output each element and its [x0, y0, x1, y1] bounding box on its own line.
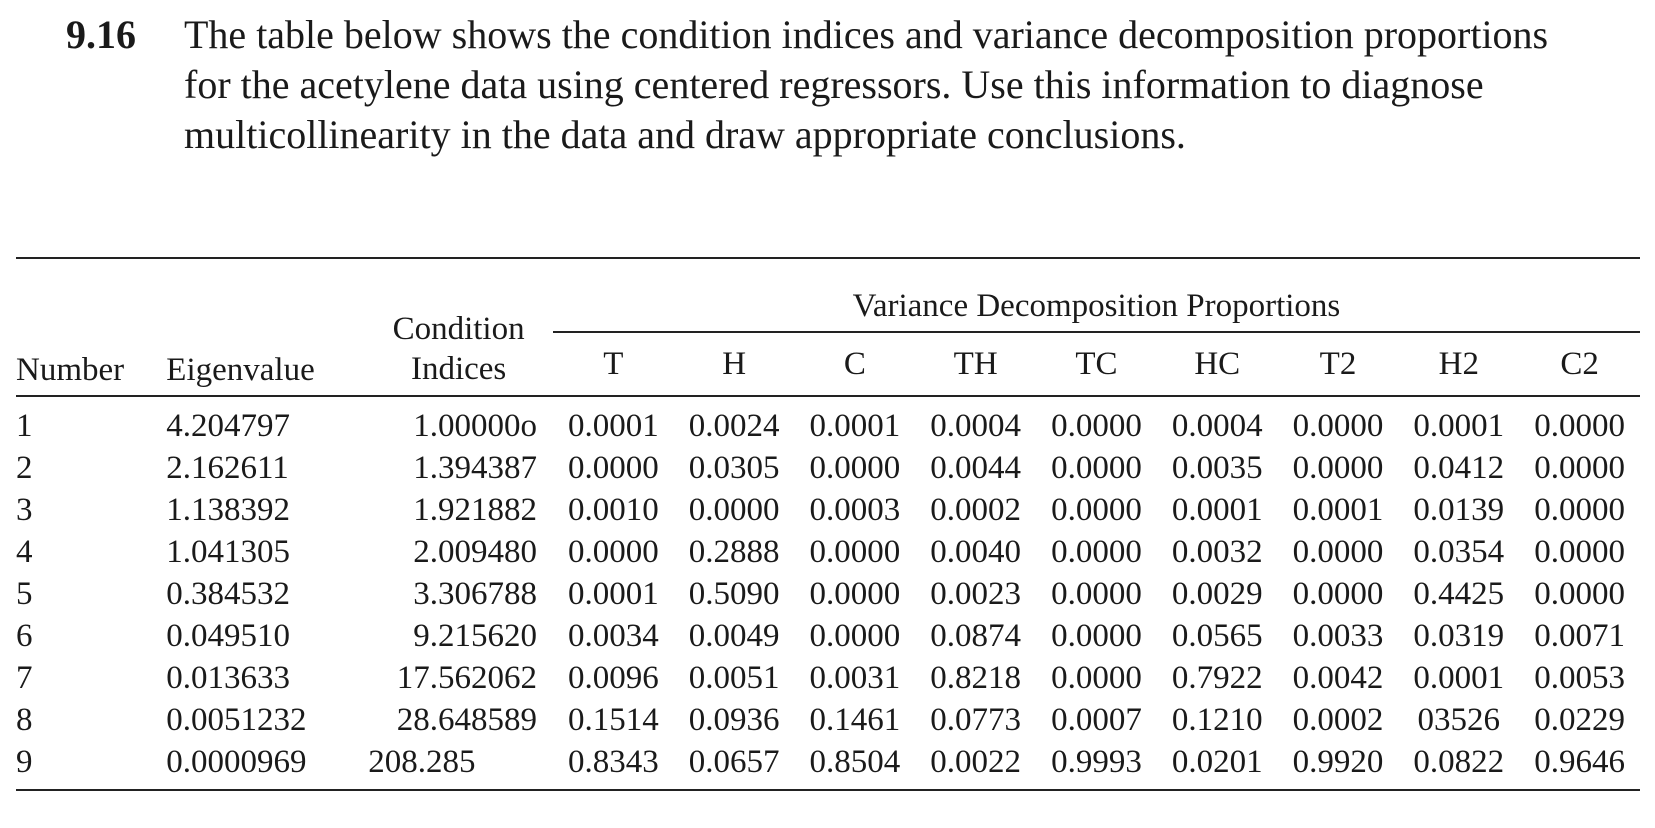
cell-vdp-tc: 0.0000: [1051, 618, 1142, 654]
header-vdp-tc: TC: [1036, 332, 1157, 396]
cell-vdp-hc: 0.0201: [1157, 741, 1278, 790]
cell-number: 6: [16, 618, 33, 654]
table-row: [16, 489, 1640, 531]
cell-vdp-c: 0.0000: [809, 618, 901, 654]
variance-decomposition-table: [16, 257, 1640, 791]
cell-vdp-c: 0.0000: [809, 450, 901, 486]
cell-vdp-tc: 0.0000: [1051, 450, 1142, 486]
header-vdp-h2: H2: [1398, 332, 1519, 396]
cell-condition-index: 3.306788: [413, 576, 537, 612]
cell-vdp-h: 0.0936: [688, 702, 780, 738]
cell-vdp-t2: 0.0000: [1292, 450, 1384, 486]
cell-vdp-t2: 0.0000: [1292, 408, 1384, 444]
cell-number: 4: [16, 534, 33, 570]
cell-vdp-c: 0.0000: [809, 534, 901, 570]
table-row: [16, 447, 1640, 489]
cell-vdp-t2: 0.0001: [1292, 492, 1384, 528]
cell-vdp-h: 0.0000: [688, 492, 780, 528]
cell-vdp-c2: 0.0000: [1534, 492, 1625, 528]
cell-vdp-h2: 0.0001: [1413, 408, 1505, 444]
cell-vdp-h2: 03526: [1417, 702, 1501, 738]
cell-eigenvalue: 0.013633: [166, 660, 291, 696]
cell-condition-index: 1.921882: [413, 492, 537, 528]
header-number: Number: [16, 258, 166, 396]
cell-vdp-t: 0.0034: [567, 618, 659, 654]
cell-condition-index: 1.00000o: [413, 408, 537, 444]
cell-vdp-tc: 0.0000: [1051, 492, 1142, 528]
cell-condition-index: 208.285: [364, 741, 553, 790]
table-row: [16, 573, 1640, 615]
cell-vdp-hc: 0.1210: [1171, 702, 1263, 738]
cell-vdp-c: 0.8504: [795, 741, 916, 790]
cell-vdp-h: 0.0049: [688, 618, 780, 654]
cell-vdp-tc: 0.0000: [1051, 408, 1142, 444]
header-vdp-hc: HC: [1157, 332, 1278, 396]
cell-vdp-h2: 0.0822: [1398, 741, 1519, 790]
cell-condition-index: 17.562062: [396, 660, 537, 696]
cell-vdp-hc: 0.0004: [1171, 408, 1263, 444]
cell-vdp-t: 0.0096: [567, 660, 659, 696]
table-row: [16, 531, 1640, 573]
cell-number: 2: [16, 450, 33, 486]
cell-vdp-h: 0.2888: [688, 534, 780, 570]
cell-vdp-th: 0.0044: [930, 450, 1022, 486]
cell-eigenvalue: 0.384532: [166, 576, 291, 612]
cell-vdp-h: 0.0305: [688, 450, 780, 486]
cell-vdp-th: 0.0874: [930, 618, 1022, 654]
cell-vdp-tc: 0.0000: [1051, 576, 1142, 612]
cell-vdp-c: 0.1461: [809, 702, 901, 738]
cell-vdp-c2: 0.0000: [1534, 534, 1625, 570]
problem-text: The table below shows the condition indices and variance decomposition proportions for the acetylene data using centered regressors. Use this information to diagnose multicollinearity in the data and draw appropriate conclusions.: [184, 12, 1549, 157]
cell-number: 9: [16, 741, 166, 790]
problem-number: 9.16: [66, 12, 136, 57]
cell-eigenvalue: 2.162611: [166, 450, 289, 486]
cell-vdp-th: 0.0004: [930, 408, 1022, 444]
cell-vdp-t2: 0.9920: [1278, 741, 1399, 790]
cell-eigenvalue: 1.041305: [166, 534, 291, 570]
header-eigenvalue: Eigenvalue: [166, 258, 364, 396]
cell-number: 5: [16, 576, 33, 612]
cell-vdp-c2: 0.0000: [1534, 576, 1625, 612]
cell-eigenvalue: 1.138392: [166, 492, 291, 528]
cell-vdp-th: 0.0040: [930, 534, 1022, 570]
cell-number: 1: [16, 408, 33, 444]
cell-vdp-hc: 0.0032: [1171, 534, 1263, 570]
cell-vdp-t: 0.0001: [567, 576, 659, 612]
cell-vdp-h: 0.5090: [688, 576, 780, 612]
cell-vdp-c: 0.0031: [809, 660, 901, 696]
cell-vdp-h2: 0.0412: [1413, 450, 1505, 486]
cell-vdp-th: 0.0023: [930, 576, 1022, 612]
cell-vdp-c2: 0.0071: [1534, 618, 1625, 654]
header-condition-line1: Condition: [392, 311, 525, 347]
cell-vdp-hc: 0.0565: [1171, 618, 1263, 654]
table-row: [16, 741, 1640, 790]
cell-vdp-t: 0.0000: [567, 534, 659, 570]
cell-vdp-t2: 0.0033: [1292, 618, 1384, 654]
cell-vdp-tc: 0.0000: [1051, 660, 1142, 696]
cell-vdp-h: 0.0657: [674, 741, 795, 790]
cell-vdp-t: 0.0001: [567, 408, 659, 444]
header-vdp-group: Variance Decomposition Proportions: [553, 258, 1640, 332]
table-row: [16, 657, 1640, 699]
cell-vdp-c2: 0.0000: [1534, 408, 1625, 444]
cell-vdp-tc: 0.0000: [1051, 534, 1142, 570]
cell-vdp-c: 0.0003: [809, 492, 901, 528]
cell-vdp-c2: 0.0053: [1534, 660, 1625, 696]
cell-vdp-h: 0.0024: [688, 408, 780, 444]
cell-condition-index: 1.394387: [413, 450, 537, 486]
header-vdp-c: C: [795, 332, 916, 396]
cell-vdp-c: 0.0000: [809, 576, 901, 612]
cell-condition-index: 28.648589: [396, 702, 537, 738]
cell-vdp-tc: 0.0007: [1051, 702, 1142, 738]
problem-statement: [66, 10, 1626, 160]
cell-vdp-h2: 0.0319: [1413, 618, 1505, 654]
table-row: [16, 396, 1640, 447]
cell-vdp-th: 0.0002: [930, 492, 1022, 528]
variance-decomposition-table-wrap: [16, 257, 1640, 791]
cell-vdp-t: 0.8343: [553, 741, 674, 790]
cell-number: 7: [16, 660, 33, 696]
cell-vdp-c2: 0.9646: [1519, 741, 1640, 790]
cell-vdp-th: 0.8218: [930, 660, 1022, 696]
table-row: [16, 615, 1640, 657]
cell-condition-index: 9.215620: [413, 618, 537, 654]
cell-vdp-c: 0.0001: [809, 408, 901, 444]
cell-eigenvalue: 4.204797: [166, 408, 291, 444]
cell-number: 3: [16, 492, 33, 528]
cell-vdp-hc: 0.7922: [1171, 660, 1263, 696]
cell-vdp-th: 0.0773: [930, 702, 1022, 738]
cell-number: 8: [16, 702, 33, 738]
table-row: [16, 699, 1640, 741]
cell-vdp-h2: 0.0139: [1413, 492, 1505, 528]
cell-vdp-th: 0.0022: [915, 741, 1036, 790]
cell-eigenvalue: 0.049510: [166, 618, 291, 654]
header-condition-line2: Indices: [410, 351, 507, 387]
cell-vdp-t2: 0.0000: [1292, 534, 1384, 570]
cell-vdp-t2: 0.0002: [1292, 702, 1384, 738]
cell-vdp-hc: 0.0001: [1171, 492, 1263, 528]
header-vdp-c2: C2: [1519, 332, 1640, 396]
header-vdp-h: H: [674, 332, 795, 396]
cell-vdp-h2: 0.0001: [1413, 660, 1505, 696]
cell-vdp-t: 0.0010: [567, 492, 659, 528]
header-condition-indices: [364, 258, 553, 396]
header-vdp-t: T: [553, 332, 674, 396]
header-vdp-th: TH: [915, 332, 1036, 396]
cell-vdp-hc: 0.0035: [1171, 450, 1263, 486]
cell-vdp-c2: 0.0000: [1534, 450, 1625, 486]
cell-vdp-t2: 0.0000: [1292, 576, 1384, 612]
cell-vdp-c2: 0.0229: [1534, 702, 1625, 738]
cell-eigenvalue: 0.0051232: [166, 702, 307, 738]
header-vdp-t2: T2: [1278, 332, 1399, 396]
cell-vdp-hc: 0.0029: [1171, 576, 1263, 612]
cell-vdp-tc: 0.9993: [1036, 741, 1157, 790]
cell-vdp-h: 0.0051: [688, 660, 780, 696]
cell-vdp-t: 0.0000: [567, 450, 659, 486]
cell-vdp-t2: 0.0042: [1292, 660, 1384, 696]
cell-vdp-h2: 0.0354: [1413, 534, 1505, 570]
cell-vdp-t: 0.1514: [567, 702, 659, 738]
cell-eigenvalue: 0.0000969: [166, 741, 364, 790]
cell-condition-index: 2.009480: [413, 534, 537, 570]
cell-vdp-h2: 0.4425: [1413, 576, 1505, 612]
